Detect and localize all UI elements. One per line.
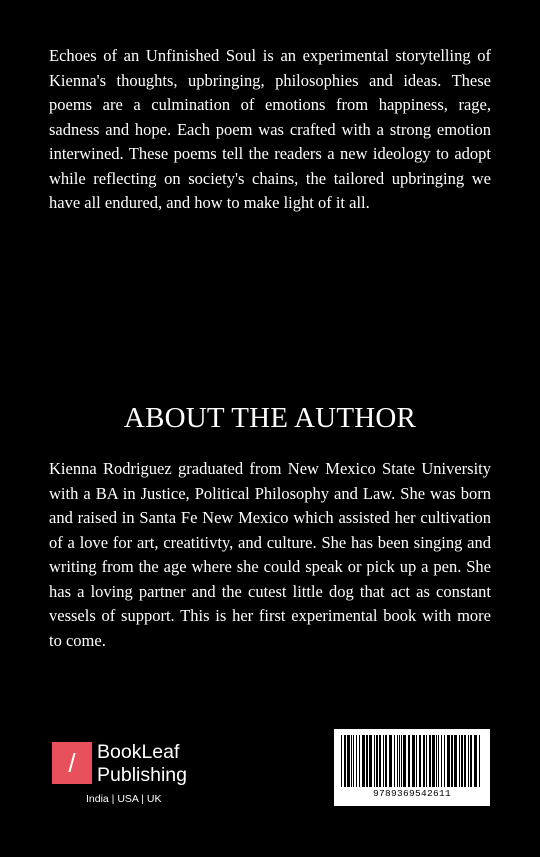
barcode-bar xyxy=(447,735,450,787)
barcode-bar xyxy=(369,735,372,787)
barcode-bars-icon xyxy=(341,735,483,787)
barcode-bar xyxy=(403,735,406,787)
book-blurb: Echoes of an Unfinished Soul is an experimental storytelling of Kienna's thoughts, upbringing, philosophies and ideas. These poems are a culmination of emotions from happiness, rage, sadness and hope. Each poem was crafted with a strong emotion interwined. These poems tell the readers a new ideology to adopt while reflecting on society's chains, the tailored upbringing we have all endured, and how to make light of it all. xyxy=(49,46,491,212)
barcode-bar xyxy=(412,735,415,787)
barcode-bar xyxy=(366,735,368,787)
barcode-bar xyxy=(341,735,342,787)
barcode-bar xyxy=(451,735,453,787)
barcode-bar xyxy=(454,735,457,787)
barcode-bar xyxy=(408,735,410,787)
publisher-regions: India | USA | UK xyxy=(86,793,162,805)
barcode-bar xyxy=(401,735,402,787)
bookleaf-logo-icon xyxy=(52,742,92,784)
barcode-bar xyxy=(353,735,354,787)
barcode-bar xyxy=(436,735,437,787)
barcode-bar xyxy=(383,735,384,787)
barcode-bar xyxy=(468,735,469,787)
barcode-bar xyxy=(344,735,346,787)
barcode-bar xyxy=(423,735,425,787)
barcode-bar xyxy=(429,735,431,787)
author-bio: Kienna Rodriguez graduated from New Mexico State University with a BA in Justice, Political Philosophy and Law. She was born and raised in Santa Fe New Mexico which assisted her cultivation of a love for art, creatitivty, and culture. She has been singing and writing from the age where she could speak or pick up a pen. She has a loving partner and the cutest little dog that act as constant vessels of support. This is her first experimental book with more to come. xyxy=(49,459,491,650)
barcode-bar xyxy=(362,735,365,787)
logo-slash-mark: / xyxy=(68,748,76,778)
publisher-block xyxy=(52,740,222,810)
barcode-bar xyxy=(351,735,352,787)
about-author-heading: ABOUT THE AUTHOR xyxy=(123,402,417,434)
barcode-bar xyxy=(479,735,480,787)
barcode-bar xyxy=(399,735,400,787)
isbn-barcode xyxy=(334,729,490,806)
isbn-number: 9789369542611 xyxy=(372,788,451,799)
barcode-bar xyxy=(356,735,357,787)
barcode-bar xyxy=(461,735,463,787)
barcode-bar xyxy=(376,735,378,787)
barcode-bar xyxy=(359,735,360,787)
barcode-bar xyxy=(397,735,398,787)
barcode-bar xyxy=(474,735,477,787)
barcode-bar xyxy=(416,735,417,787)
barcode-bar xyxy=(441,735,442,787)
barcode-bar xyxy=(347,735,350,787)
barcode-bar xyxy=(385,735,387,787)
barcode-bar xyxy=(426,735,427,787)
barcode-bar xyxy=(432,735,435,787)
barcode-bar xyxy=(419,735,421,787)
barcode-bar xyxy=(459,735,460,787)
publisher-name-line2: Publishing xyxy=(97,764,187,786)
barcode-bar xyxy=(444,735,445,787)
barcode-bar xyxy=(438,735,439,787)
barcode-bar xyxy=(394,735,395,787)
barcode-bar xyxy=(470,735,472,787)
barcode-bar xyxy=(374,735,375,787)
barcode-bar xyxy=(464,735,466,787)
publisher-name-line1: BookLeaf xyxy=(97,741,180,763)
barcode-bar xyxy=(379,735,381,787)
barcode-bar xyxy=(389,735,392,787)
